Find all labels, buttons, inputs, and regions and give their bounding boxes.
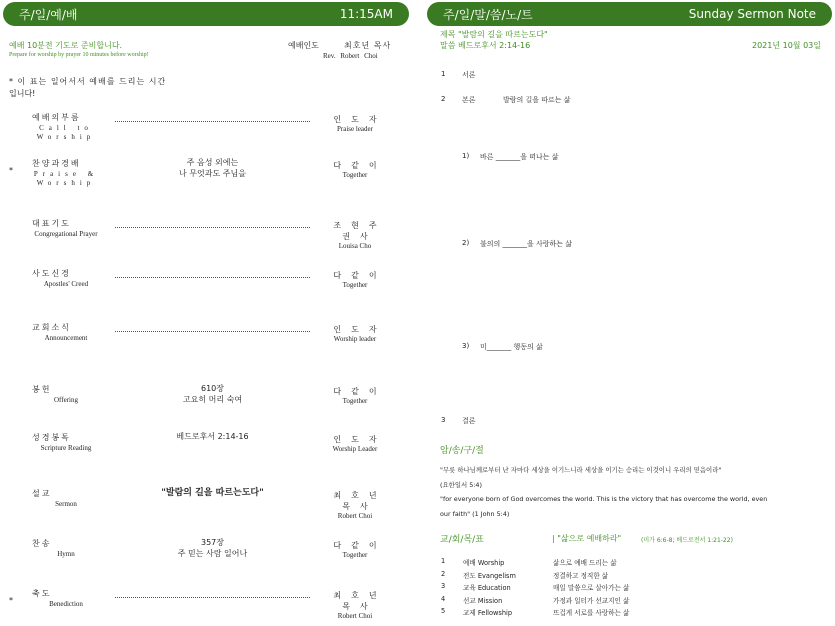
order-title-en: Offering [54,396,78,404]
order-title-ko: 봉헌 [32,385,52,394]
leader-label: 예배인도 [288,41,319,50]
goal-num: 5 [441,607,446,615]
outline-num: 2 [441,95,446,103]
prep-notice-ko: 예배 10분전 기도로 준비합니다. [9,41,123,50]
order-leader-en: Robert Choi [337,512,373,520]
order-leader-en: Together [342,551,368,559]
standing-note: * 이 표는 일어서서 예배를 드리는 시간 [9,77,167,86]
order-title-en: Hymn [57,550,75,558]
goal-desc: 가정과 일터가 선교지인 삶 [553,596,630,605]
worship-order-header [3,2,409,26]
order-leader-ko: 다같이 [333,161,387,170]
prep-notice-en: Prepare for worship by prayer 10 minutes before worship! [9,52,149,58]
order-title-ko: 사도신경 [32,269,71,278]
subpoint-text: 바른 _______을 떠나는 삶 [480,153,559,161]
order-detail-2: 주 믿는 사람 일어나 [177,549,248,558]
header-title: 주/일/말/씀/노/트 [443,7,533,22]
sermon-scripture: 말씀 베드로후서 2:14-16 [440,41,531,50]
order-title-en: Sermon [55,500,77,508]
subpoint-num: 2) [462,239,470,247]
order-title-ko: 설교 [32,489,52,498]
outline-num: 3 [441,416,446,424]
order-leader-ko: 인도자 [333,115,387,124]
order-title-en: Benediction [49,600,83,608]
order-leader-en: Together [342,281,368,289]
goal-num: 4 [441,594,446,603]
goal-num: 2 [441,569,446,578]
goal-desc: 매일 말씀으로 살아가는 삶 [553,584,630,592]
goal-num: 1 [441,557,446,565]
header-time: 11:15AM [339,7,393,21]
order-detail: 베드로후서 2:14-16 [176,432,249,441]
church-motto-ref: (미가 6:6-8; 베드로전서 1:21-22) [641,537,733,544]
order-leader-ko: 최호년 목사 [333,491,387,511]
order-leader-ko: 인도자 [333,435,387,444]
order-leader-ko: 다같이 [333,271,387,280]
order-title-en: Congregational Prayer [34,230,98,238]
order-leader-en: Praise leader [337,125,373,133]
dotted-leader [115,227,310,228]
subpoint-text: 미_______ 행동의 삶 [480,343,543,351]
outline-num: 1 [441,70,446,78]
order-detail: 357장 [201,538,224,547]
order-leader-en: Worship Leader [332,445,378,453]
order-detail: 주 음성 외에는 [186,158,239,167]
memory-verse-en: "for everyone born of God overcomes the world. This is the victory that has overcome the world, even [440,495,768,503]
order-title-ko: 교회소식 [32,323,71,332]
dotted-leader [115,277,310,278]
dotted-leader [115,331,310,332]
order-title-en: Announcement [44,334,88,342]
order-title-en: Scripture Reading [40,444,92,452]
order-leader-ko: 인도자 [333,325,387,334]
order-leader-en: Together [342,171,368,179]
order-title-ko: 찬송 [32,539,52,548]
outline-conclusion: 결론 [462,417,476,425]
goal-desc: 뜨겁게 서로를 사랑하는 삶 [553,609,630,617]
goal-desc: 삶으로 예배 드리는 삶 [553,559,617,567]
memory-verse-title: 암/송/구/절 [440,446,484,456]
sermon-note-header [427,2,832,26]
order-title-en: Call to Worship [36,124,96,141]
order-leader-ko: 다같이 [333,541,387,550]
order-leader-ko: 조현주 권사 [333,221,387,241]
order-detail-2: 나 무엇과도 주님을 [179,169,246,178]
outline-body-theme: 발람의 길을 따르는 삶 [503,96,571,104]
memory-verse-en-2: our faith" (1 John 5:4) [440,510,510,518]
outline-body: 본론 [462,96,476,104]
leader-name-en: Rev. Robert Choi [323,52,378,60]
order-detail-2: 고요히 머리 숙여 [182,395,243,404]
church-goals-title: 교/회/목/표 [440,535,484,545]
order-leader-ko: 최호년 목사 [333,591,387,611]
standing-mark: * [9,596,13,605]
order-title-en: Praise & Worship [33,170,99,187]
order-title-ko: 축도 [32,589,52,598]
order-leader-en: Louisa Cho [338,242,372,250]
standing-mark: * [9,166,13,175]
church-motto: | "삶으로 예배하라" [552,534,622,543]
memory-verse-ko: "무릇 하나님께로부터 난 자마다 세상을 이기느니라 세상을 이기는 승리는 이것이니 우리의 믿음이라" [440,466,722,474]
outline-intro: 서론 [462,71,476,79]
memory-verse-ko-ref: (요한일서 5:4) [440,481,482,489]
order-title-ko: 성경봉독 [32,433,71,442]
dotted-leader [115,597,310,598]
goal-area: 교제 Fellowship [463,609,513,617]
sermon-date: 2021년 10월 03일 [752,41,821,50]
sermon-topic: 제목 "발람의 길을 따르는도다" [440,30,548,39]
order-title-ko: 예배의부름 [32,113,81,122]
subpoint-num: 3) [462,342,470,350]
subpoint-text: 불의의 _______을 사랑하는 삶 [480,240,573,248]
goal-num: 3 [441,582,446,590]
order-detail: "발람의 길을 따르는도다" [161,488,264,498]
header-subtitle: Sunday Sermon Note [688,7,816,21]
order-leader-en: Together [342,397,368,405]
goal-area: 예배 Worship [463,559,505,567]
order-detail: 610장 [201,384,224,393]
order-title-en: Apostles' Creed [43,280,89,288]
dotted-leader [115,121,310,122]
order-leader-en: Robert Choi [337,612,373,620]
order-leader-ko: 다같이 [333,387,387,396]
order-title-ko: 대표기도 [32,219,71,228]
goal-area: 교육 Education [463,584,511,592]
order-leader-en: Worship leader [333,335,377,343]
goal-area: 전도 Evangelism [463,571,516,580]
leader-name: 최호년 목사 [344,41,392,50]
header-title: 주/일/예/배 [19,7,78,22]
subpoint-num: 1) [462,152,470,160]
goal-desc: 정결하고 정직한 삶 [553,571,609,580]
order-title-ko: 찬양과경배 [32,159,81,168]
standing-note-2: 입니다! [9,89,36,98]
goal-area: 선교 Mission [463,596,503,605]
